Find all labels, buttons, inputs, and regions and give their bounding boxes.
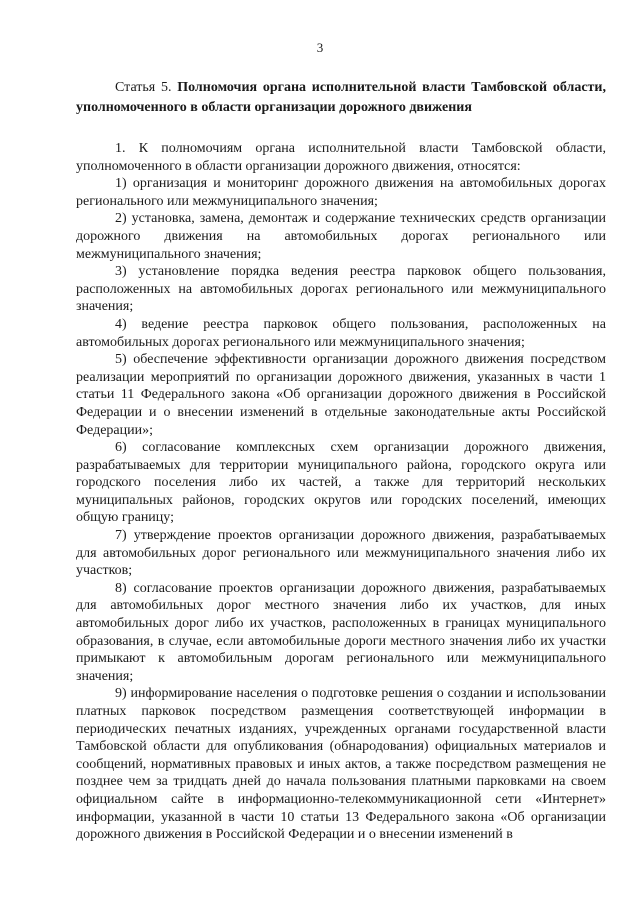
list-item-4: 4) ведение реестра парковок общего пользования, расположенных на автомобильных дорогах регионального или межмуниципального значения; xyxy=(76,316,606,350)
list-item-1: 1) организация и мониторинг дорожного движения на автомобильных дорогах регионального или межмуниципального значения; xyxy=(76,176,606,209)
list-item-6: 6) согласование комплексных схем организации дорожного движения, разрабатываемых для территории муниципального района, городского округа или городского поселения либо их частей, а также для территорий нескольких муниципальных районов, городских округов или городских поселений, имеющих общую границу; xyxy=(76,440,606,526)
list-item-7: 7) утверждение проектов организации дорожного движения, разрабатываемых для автомобильных дорог регионального или межмуниципального значения либо их участков; xyxy=(76,528,606,579)
list-item-5: 5) обеспечение эффективности организации дорожного движения посредством реализации мероприятий по организации дорожного движения, указанных в части 1 статьи 11 Федерального закона «Об организации дорожного движения в Российской Федерации и о внесении изменений в отдельные законодательные акты Российской Федерации»; xyxy=(76,352,606,438)
list-item-3: 3) установление порядка ведения реестра парковок общего пользования, расположенных на автомобильных дорогах регионального или межмуниципального значения; xyxy=(76,264,606,315)
list-item-2: 2) установка, замена, демонтаж и содержание технических средств организации дорожного движения на автомобильных дорогах регионального или межмуниципального значения; xyxy=(76,211,606,262)
paragraph-intro: 1. К полномочиям органа исполнительной власти Тамбовской области, уполномоченного в области организации дорожного движения, относятся: xyxy=(76,141,606,174)
article-heading xyxy=(76,78,606,117)
article-label: Статья 5. xyxy=(115,80,172,95)
article-title: Полномочия органа исполнительной власти Тамбовской области, уполномоченного в области организации дорожного движения xyxy=(76,80,606,115)
page-number: 3 xyxy=(316,40,324,55)
list-item-9: 9) информирование населения о подготовке решения о создании и использовании платных парковок посредством размещения соответствующей информации в периодических печатных изданиях, учрежденных органами государственной власти Тамбовской области для опубликования (обнародования) официальных материалов и сообщений, нормативных правовых и иных актов, а также посредством размещения не позднее чем за тридцать дней до начала пользования платными парковками на своем официальном сайте в информационно-телекоммуникационной сети «Интернет» информации, указанной в части 10 статьи 13 Федерального закона «Об организации дорожного движения в Российской Федерации и о внесении изменений в xyxy=(76,686,606,843)
document-body xyxy=(76,140,606,844)
list-item-8: 8) согласование проектов организации дорожного движения, разрабатываемых для автомобильных дорог местного значения либо их участков, для иных автомобильных дорог либо их участков, расположенных в границах муниципального образования, в случае, если автомобильные дороги местного значения либо их участки примыкают к автомобильным дорогам регионального или межмуниципального значения; xyxy=(76,580,606,684)
